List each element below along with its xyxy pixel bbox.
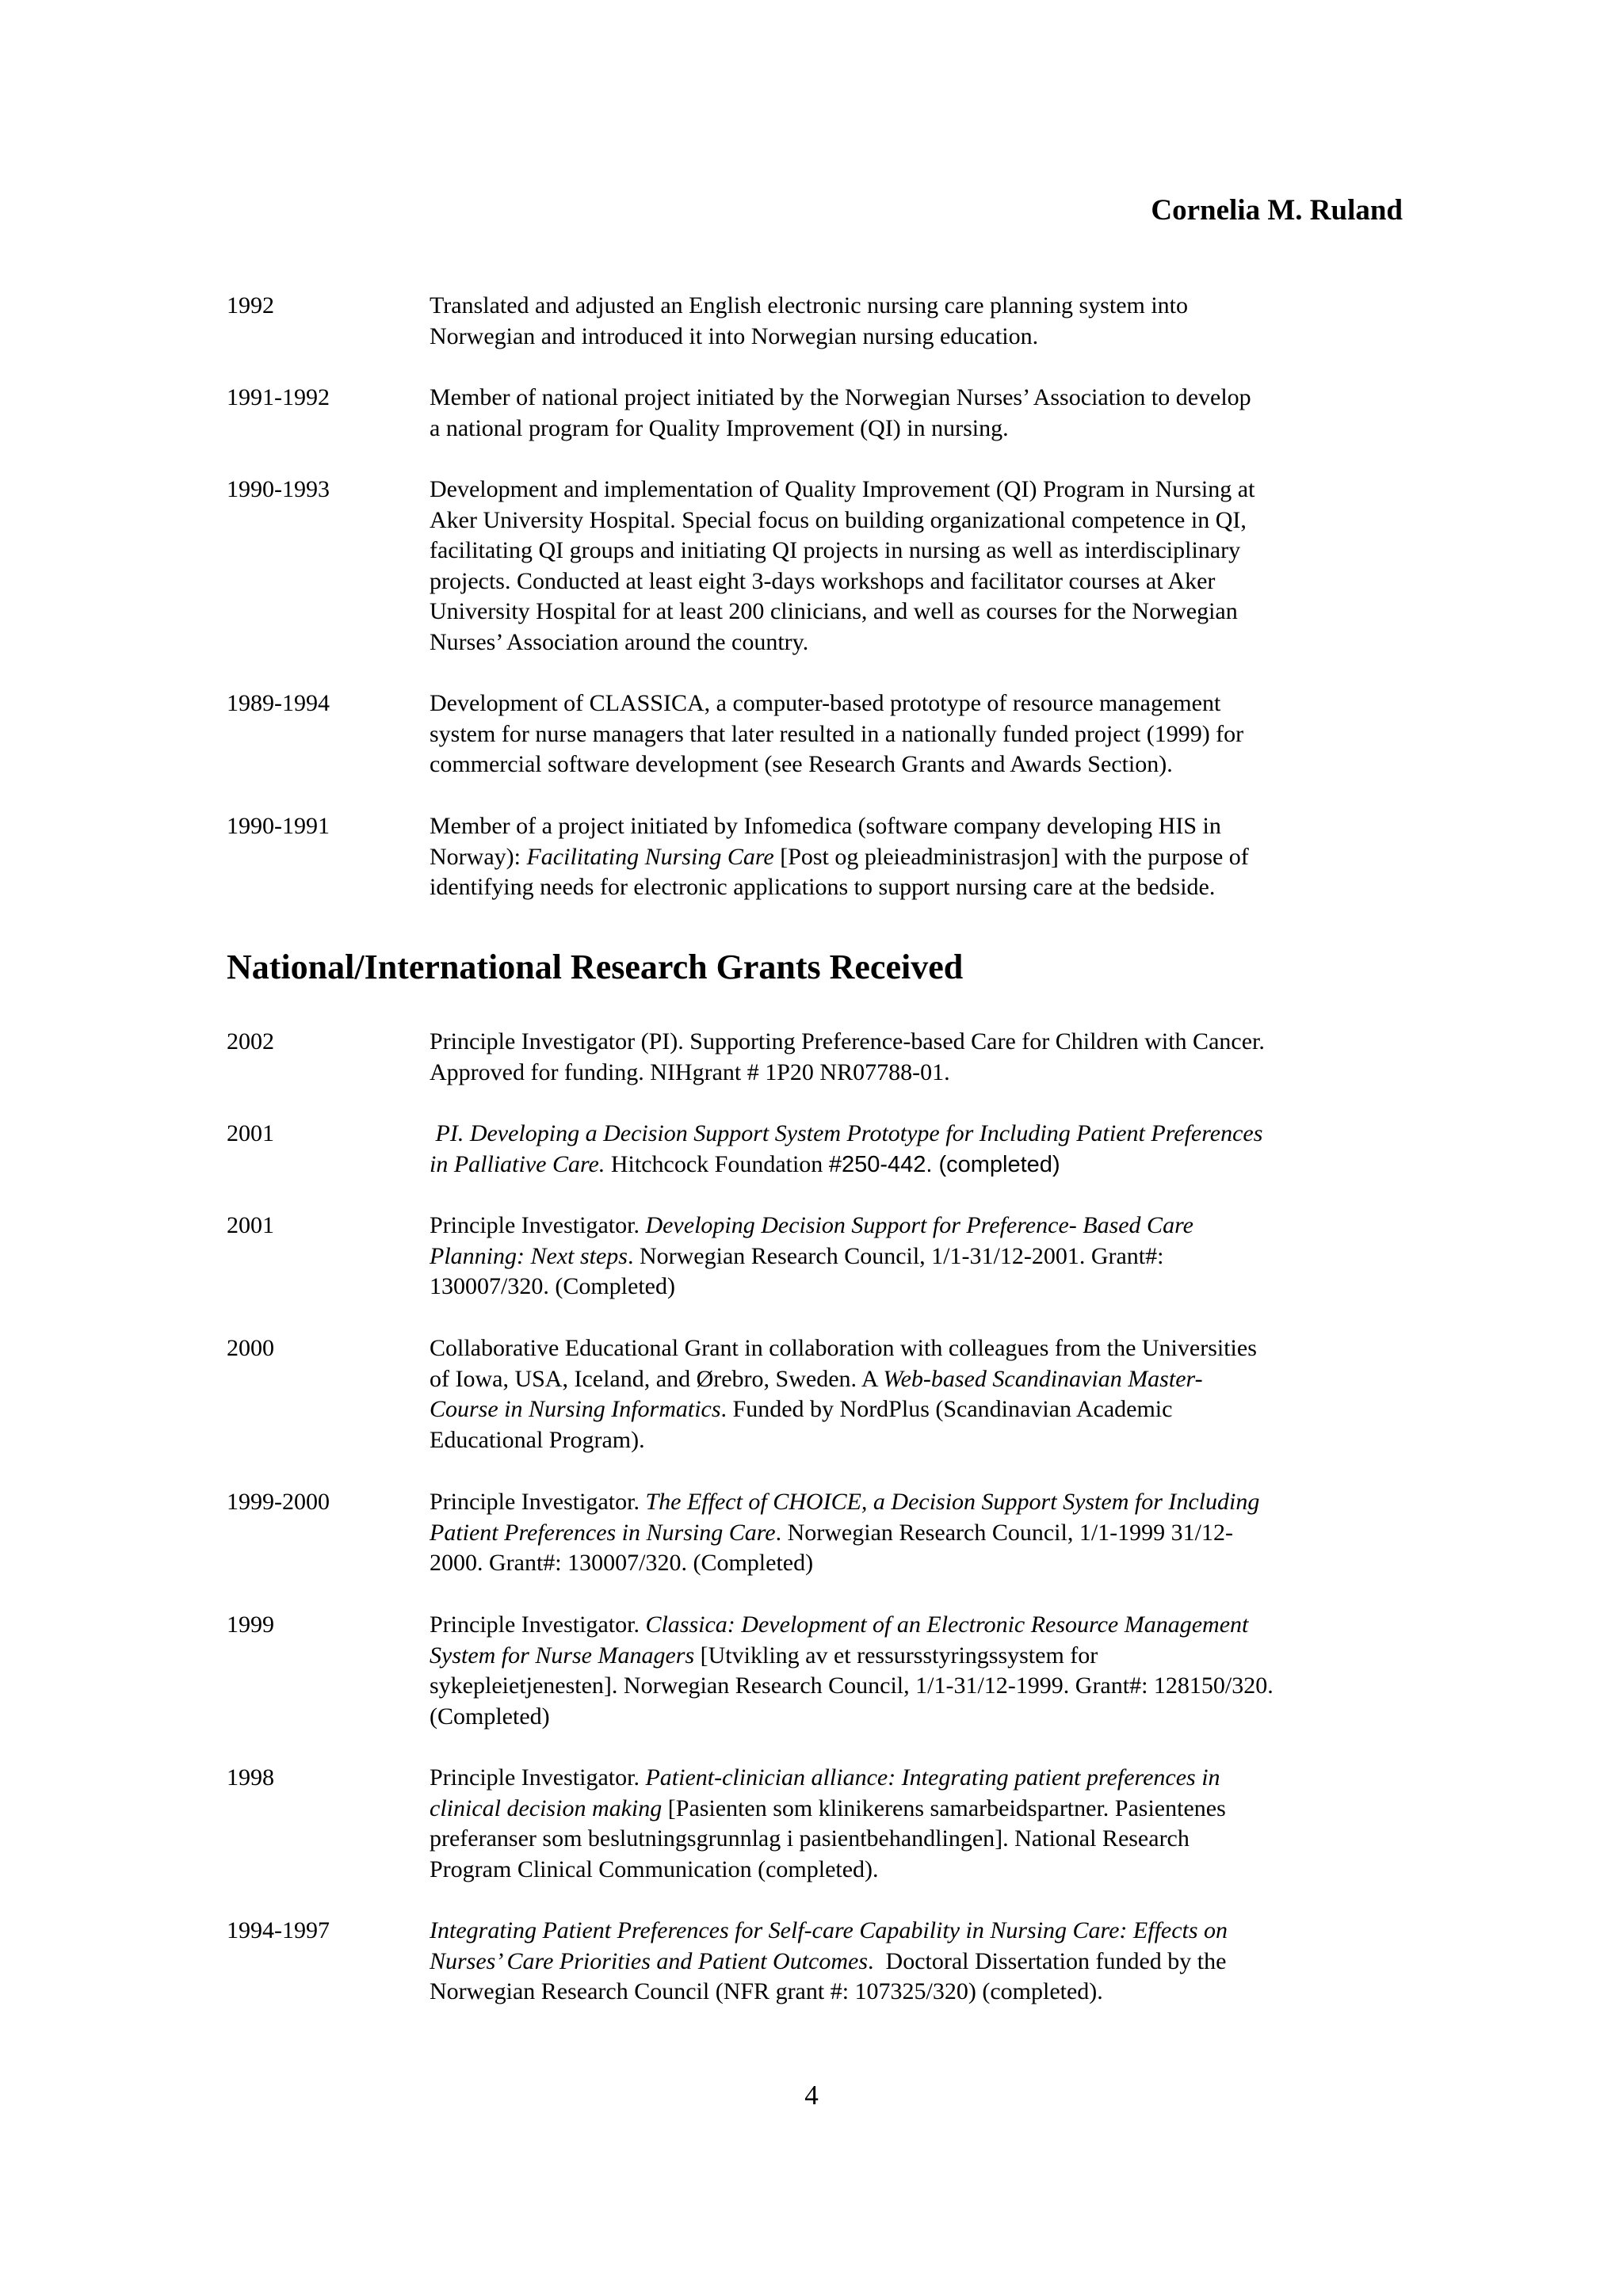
entry-description (430, 811, 1381, 903)
italic-title: Facilitating Nursing Care (526, 843, 774, 870)
description-line: Principle Investigator. Patient-clinician alliance: Integrating patient preferences in (430, 1764, 1220, 1791)
description-line: Principle Investigator. The Effect of CHOICE, a Decision Support System for Including (430, 1489, 1260, 1515)
description-line: Norway): Facilitating Nursing Care [Post og pleieadministrasjon] with the purpose of (430, 843, 1249, 870)
entry-year: 1999-2000 (227, 1489, 330, 1515)
italic-title: clinical decision making (430, 1794, 663, 1821)
description-line: system for nurse managers that later resulted in a nationally funded project (1999) for (430, 720, 1244, 747)
description-line: 2000. Grant#: 130007/320. (Completed) (430, 1550, 814, 1576)
italic-title: Integrating Patient Preferences for Self-care Capability in Nursing Care: Effects on (430, 1917, 1228, 1943)
description-line: Norwegian Research Council (NFR grant #: 107325/320) (completed). (430, 1978, 1103, 2004)
italic-title: Course in Nursing Informatics (430, 1396, 721, 1422)
entry-year: 1998 (227, 1764, 274, 1791)
entry-year: 1990-1991 (227, 813, 330, 839)
italic-title: Developing Decision Support for Preference- Based Care (645, 1212, 1193, 1238)
description-line (430, 1916, 1381, 1947)
description-line: System for Nurse Managers [Utvikling av et ressursstyringssystem for (430, 1642, 1098, 1669)
description-line: Member of national project initiated by the Norwegian Nurses’ Association to develop (430, 384, 1251, 410)
author-name-header: Cornelia M. Ruland (1151, 194, 1403, 227)
italic-title: Nurses’ Care Priorities and Patient Outcomes (430, 1947, 869, 1974)
entry-year: 1991-1992 (227, 384, 330, 410)
description-line: Principle Investigator (PI). Supporting Preference-based Care for Children with Cancer. (430, 1028, 1265, 1055)
page-number: 4 (804, 2080, 819, 2111)
entry-description (430, 1763, 1381, 1885)
description-line: Translated and adjusted an English electronic nursing care planning system into (430, 292, 1189, 318)
description-line: identifying needs for electronic applications to support nursing care at the bedside. (430, 874, 1216, 900)
description-line: Principle Investigator. Classica: Development of an Electronic Resource Management (430, 1611, 1249, 1638)
italic-title: Planning: Next steps (430, 1242, 628, 1269)
description-line: Program Clinical Communication (completed). (430, 1855, 879, 1882)
description-line: 130007/320. (Completed) (430, 1273, 675, 1299)
description-line: Approved for funding. NIHgrant # 1P20 NR07788-01. (430, 1058, 950, 1085)
description-line: Development and implementation of Quality Improvement (QI) Program in Nursing at (430, 476, 1255, 502)
description-line: Aker University Hospital. Special focus on building organizational competence in QI, (430, 506, 1247, 533)
description-line: Patient Preferences in Nursing Care. Norwegian Research Council, 1/1-1999 31/12- (430, 1519, 1233, 1546)
description-line: preferanser som beslutningsgrunnlag i pasientbehandlingen]. National Research (430, 1825, 1190, 1852)
description-line: commercial software development (see Research Grants and Awards Section). (430, 751, 1173, 777)
italic-title: Patient Preferences in Nursing Care (430, 1519, 776, 1546)
entry-year: 1989-1994 (227, 690, 330, 716)
description-line: Principle Investigator. Developing Decision Support for Preference- Based Care (430, 1212, 1193, 1238)
description-line (430, 1119, 1381, 1150)
entry-year: 1994-1997 (227, 1917, 330, 1943)
entry-description (430, 475, 1381, 658)
italic-title: in Palliative Care. (430, 1150, 605, 1177)
entry-description (430, 1610, 1381, 1732)
description-line: Norwegian and introduced it into Norwegian nursing education. (430, 322, 1039, 349)
description-line: Course in Nursing Informatics. Funded by NordPlus (Scandinavian Academic (430, 1396, 1173, 1422)
description-line: Nurses’ Care Priorities and Patient Outcomes. Doctoral Dissertation funded by the (430, 1947, 1227, 1974)
description-line: Collaborative Educational Grant in collaboration with colleagues from the Universities (430, 1335, 1257, 1361)
entry-description (430, 1211, 1381, 1302)
entry-year: 1992 (227, 292, 274, 318)
entry-year: 2000 (227, 1335, 274, 1361)
entry-year: 1999 (227, 1611, 274, 1638)
italic-title: Classica: Development of an Electronic Resource Management (645, 1611, 1249, 1638)
description-line: (Completed) (430, 1703, 550, 1730)
italic-title: Web-based Scandinavian Master- (883, 1365, 1203, 1392)
description-line: sykepleietjenesten]. Norwegian Research Council, 1/1-31/12-1999. Grant#: 128150/320. (430, 1672, 1274, 1699)
description-line: Member of a project initiated by Infomedica (software company developing HIS in (430, 813, 1221, 839)
description-line: of Iowa, USA, Iceland, and Ørebro, Sweden. A Web-based Scandinavian Master- (430, 1365, 1203, 1392)
section-heading: National/International Research Grants Received (227, 948, 964, 986)
entry-description (430, 1487, 1381, 1579)
italic-title: System for Nurse Managers (430, 1642, 695, 1669)
italic-title: The Effect of CHOICE, a Decision Support System for Including (645, 1489, 1260, 1515)
entry-description (430, 291, 1381, 352)
description-line: Development of CLASSICA, a computer-based prototype of resource management (430, 690, 1221, 716)
description-line: clinical decision making [Pasienten som klinikerens samarbeidspartner. Pasientenes (430, 1794, 1226, 1821)
description-line: Nurses’ Association around the country. (430, 628, 809, 655)
entry-description (430, 688, 1381, 780)
entry-description (430, 383, 1381, 444)
description-line: a national program for Quality Improvement (QI) in nursing. (430, 414, 1009, 441)
entry-year: 1990-1993 (227, 476, 330, 502)
description-line: facilitating QI groups and initiating QI projects in nursing as well as interdisciplinary (430, 537, 1241, 563)
description-line: projects. Conducted at least eight 3-days workshops and facilitator courses at Aker (430, 567, 1216, 594)
italic-title: Patient-clinician alliance: Integrating patient preferences in (645, 1764, 1220, 1791)
entry-description (430, 1333, 1381, 1455)
entry-year: 2001 (227, 1120, 274, 1146)
entry-year: 2002 (227, 1028, 274, 1055)
entry-description (430, 1916, 1381, 2008)
description-line: Educational Program). (430, 1426, 645, 1453)
entry-year: 2001 (227, 1212, 274, 1238)
entry-description (430, 1027, 1381, 1088)
italic-title: PI. Developing a Decision Support System Prototype for Including Patient Preferences (430, 1120, 1263, 1146)
description-line: University Hospital for at least 200 clinicians, and well as courses for the Norwegian (430, 598, 1238, 624)
description-line: Planning: Next steps. Norwegian Research Council, 1/1-31/12-2001. Grant#: (430, 1242, 1164, 1269)
entry-description (430, 1119, 1381, 1180)
description-line: in Palliative Care. Hitchcock Foundation #250-442. (completed) (430, 1150, 1060, 1177)
